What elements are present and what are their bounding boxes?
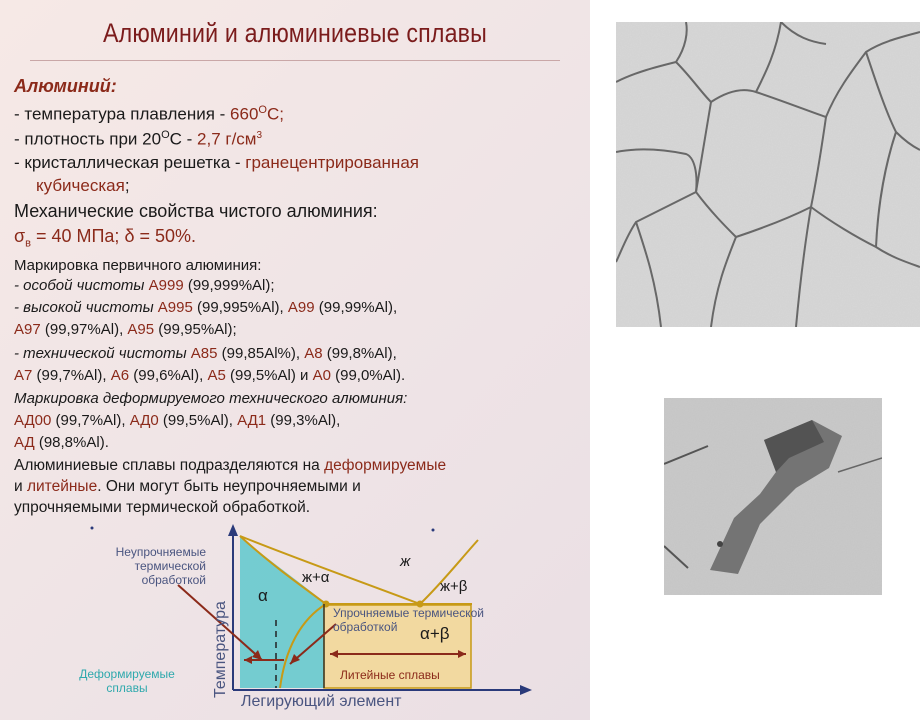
phase-alpha: α [258,586,268,605]
marking-primary-line4: - технической чистоты А85 (99,85Al%), А8 (99,8%Al), [14,345,397,362]
alloys-line2: и литейные. Они могут быть неупрочняемыми и [14,478,361,495]
marking-deformed-line1: АД00 (99,7%Al), АД0 (99,5%Al), АД1 (99,3%Al), [14,412,341,429]
marking-primary-line1: - особой чистоты А999 (99,999%Al); [14,277,275,294]
label-cast: Литейные сплавы [340,668,440,682]
dot-mark [432,529,435,532]
label-hardenable: Упрочняемые термической обработкой [333,606,484,634]
marking-deformed-heading: Маркировка деформируемого технического алюминия: [14,390,408,407]
label-non-hardenable: Неупрочняемые термической обработкой [115,545,206,587]
x-axis-arrow [520,685,532,695]
phase-liquid-alpha: ж+α [302,569,330,586]
prop-melting: - температура плавления - $660^OC$; [14,104,284,124]
x-axis-label: Легирующий элемент [241,693,402,710]
prop-density: - плотность при $20^OC - 2,7$ $г/см^3$ [14,129,263,149]
prop-lattice-cont: кубическая; [36,176,130,195]
micrograph-crystal [664,398,882,595]
marking-primary-line5: А7 (99,7%Al), А6 (99,6%Al), А5 (99,5%Al) и А0 (99,0%Al). [14,367,406,384]
phase-alpha-beta: α+β [420,624,450,643]
alpha-region [240,536,324,688]
marking-deformed-line2: АД (98,8%Al). [14,434,109,451]
aluminum-heading: Алюминий: [14,76,117,96]
mech-heading: Механические свойства чистого алюминия: [14,201,378,221]
prop-lattice: - кристаллическая решетка - гранецентрированная [14,153,419,172]
y-axis-arrow [228,524,238,536]
alloys-line3: упрочняемыми термической обработкой. [14,499,311,516]
y-axis-label: Температура [212,601,229,698]
dot-mark [91,527,94,530]
marking-primary-line2: - высокой чистоты А995 (99,995%Al), А99 (99,99%Al), [14,299,398,316]
alloys-line1: Алюминиевые сплавы подразделяются на деформируемые [14,457,447,474]
label-deformable: Деформируемые сплавы [79,667,175,695]
micrograph-grains [616,22,920,327]
phase-liquid-beta: ж+β [440,578,468,595]
title-divider [30,60,560,61]
marking-primary-line3: А97 (99,97%Al), А95 (99,95%Al); [14,321,237,338]
marking-primary-heading: Маркировка первичного алюминия: [14,257,262,274]
mech-values: $\sigma_в = 40$ МПа; δ = 50%. [14,226,196,250]
phase-liquid: ж [400,553,411,570]
slide-title: Алюминий и алюминиевые сплавы [102,18,488,48]
